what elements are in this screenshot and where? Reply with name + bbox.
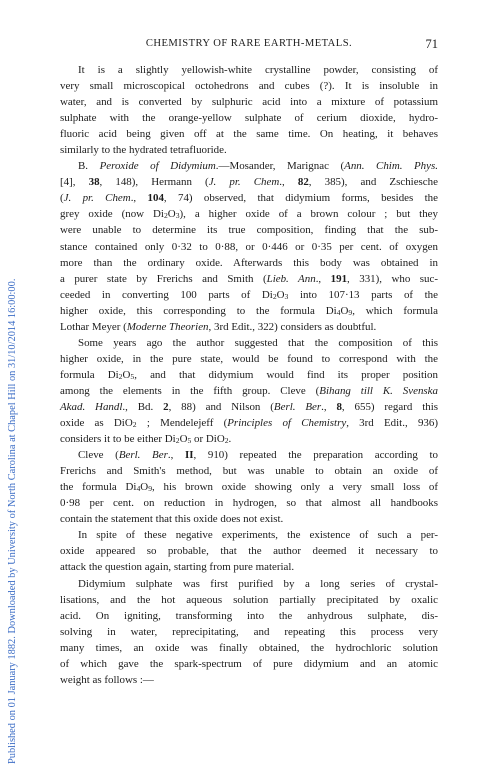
text-line: Cleve (Berl. Ber., II, 910) repeated the preparation according to: [78, 449, 438, 462]
text-line: stance contained only 0·32 to 0·88, or 0·446 or 0·35 per cent. of oxygen: [60, 240, 438, 253]
text-line: Lothar Meyer (Moderne Theorien, 3rd Edit., 322) considers as doubtful.: [60, 320, 377, 333]
text-line: among the elements in the fifth group. Cleve (Bihang till K. Svenska: [60, 384, 438, 397]
text-line: sulphate with the orange-yellow sulphate of cerium dioxide, hydro-: [60, 112, 438, 125]
download-watermark: [5, 12, 21, 764]
text-line: 0·98 per cent. on reduction in hydrogen, so that almost all handbooks: [60, 497, 438, 510]
text-line: the formula $Di_4O_9$, his brown oxide showing only a very small loss of: [60, 481, 438, 494]
running-title: CHEMISTRY OF RARE EARTH-METALS.: [145, 38, 353, 49]
text-line: Didymium sulphate was first purified by a long series of crystal-: [78, 577, 438, 590]
paragraph: [60, 62, 438, 158]
text-line: formula $Di_2O_5$, and that didymium would find its proper position: [60, 368, 438, 382]
text-line: oxide as DiO$_2$ ; Mendelejeff (Principles of Chemistry, 3rd Edit., 936): [60, 417, 438, 430]
text-line: considers it to be either $Di_2O_5$ or DiO$_2$.: [60, 433, 232, 446]
text-line: attack the question again, starting from pure material.: [60, 561, 295, 574]
text-line: It is a slightly yellowish-white crystalline powder, consisting of: [78, 64, 438, 76]
text-line: grey oxide (now $Di_2O_3$), a higher oxide of a brown colour ; but they: [60, 208, 438, 221]
text-line: very small microscopical octohedrons and cubes (?). It is insoluble in: [60, 80, 438, 93]
text-line: similarly to the hydrated tetrafluoride.: [60, 144, 227, 157]
text-line: acid. On igniting, transforming into the anhydrous sulphate, dis-: [60, 609, 438, 622]
page-header: [60, 36, 438, 52]
paragraph: [60, 576, 438, 688]
text-line: of which gave the spark-spectrum of pure didymium and an atomic: [60, 657, 438, 670]
download-watermark-text: Published on 01 January 1882. Downloaded by University of North Carolina at Chapel Hill on 31/10/2014 16:00:00.: [7, 278, 18, 764]
paragraph: [60, 527, 438, 575]
text-line: In spite of these negative experiments, the existence of such a per-: [78, 529, 438, 542]
text-line: weight as follows :—: [60, 673, 154, 686]
text-line: were unable to determine its true composition, finding that the sub-: [60, 224, 438, 237]
text-line: fluoric acid being given off at the same time. On heating, it behaves: [60, 128, 438, 141]
text-line: B. Peroxide of Didymium.—Mosander, Marignac (Ann. Chim. Phys.: [78, 160, 438, 173]
text-line: Frerichs and Smith's method, but was unable to obtain an oxide of: [60, 465, 438, 478]
text-line: many times, an oxide was finally obtained, the hydrochloric solution: [60, 641, 438, 654]
text-line: more than the ordinary oxide. Afterwards this body was obtained in: [60, 256, 438, 269]
text-line: Akad. Handl., Bd. 2, 88) and Nilson (Berl. Ber., 8, 655) regard this: [60, 400, 439, 413]
text-line: contain the statement that this oxide does not exist.: [60, 513, 284, 526]
text-line: [4], 38, 148), Hermann (J. pr. Chem., 82, 385), and Zschiesche: [60, 176, 438, 189]
text-line: (J. pr. Chem., 104, 74) observed, that didymium forms, besides the: [60, 192, 438, 205]
text-line: a purer state by Frerichs and Smith (Lieb. Ann., 191, 331), who suc-: [60, 272, 439, 285]
paragraph: [60, 335, 438, 447]
paragraph: [60, 158, 438, 335]
text-line: higher oxide, this corresponding to the formula $Di_4O_9$, which formula: [60, 304, 439, 317]
page-number: 71: [425, 37, 438, 51]
text-line: solving in water, reprecipitating, and repeating this process very: [60, 625, 438, 638]
text-line: oxide appeared so probable, that the author deemed it necessary to: [60, 545, 438, 558]
text-line: lisations, and the hot aqueous solution partially precipitated by oxalic: [60, 593, 438, 606]
text-line: Some years ago the author suggested that the composition of this: [78, 336, 438, 349]
text-line: ceeded in converting 100 parts of $Di_2O_3$ into 107·13 parts of the: [60, 288, 438, 301]
text-line: higher oxide, in the pure state, would be found to correspond with the: [60, 352, 438, 365]
text-line: water, and is converted by sulphuric acid into a mixture of potassium: [60, 96, 438, 109]
body-text: [60, 62, 438, 688]
paragraph: [60, 447, 438, 527]
